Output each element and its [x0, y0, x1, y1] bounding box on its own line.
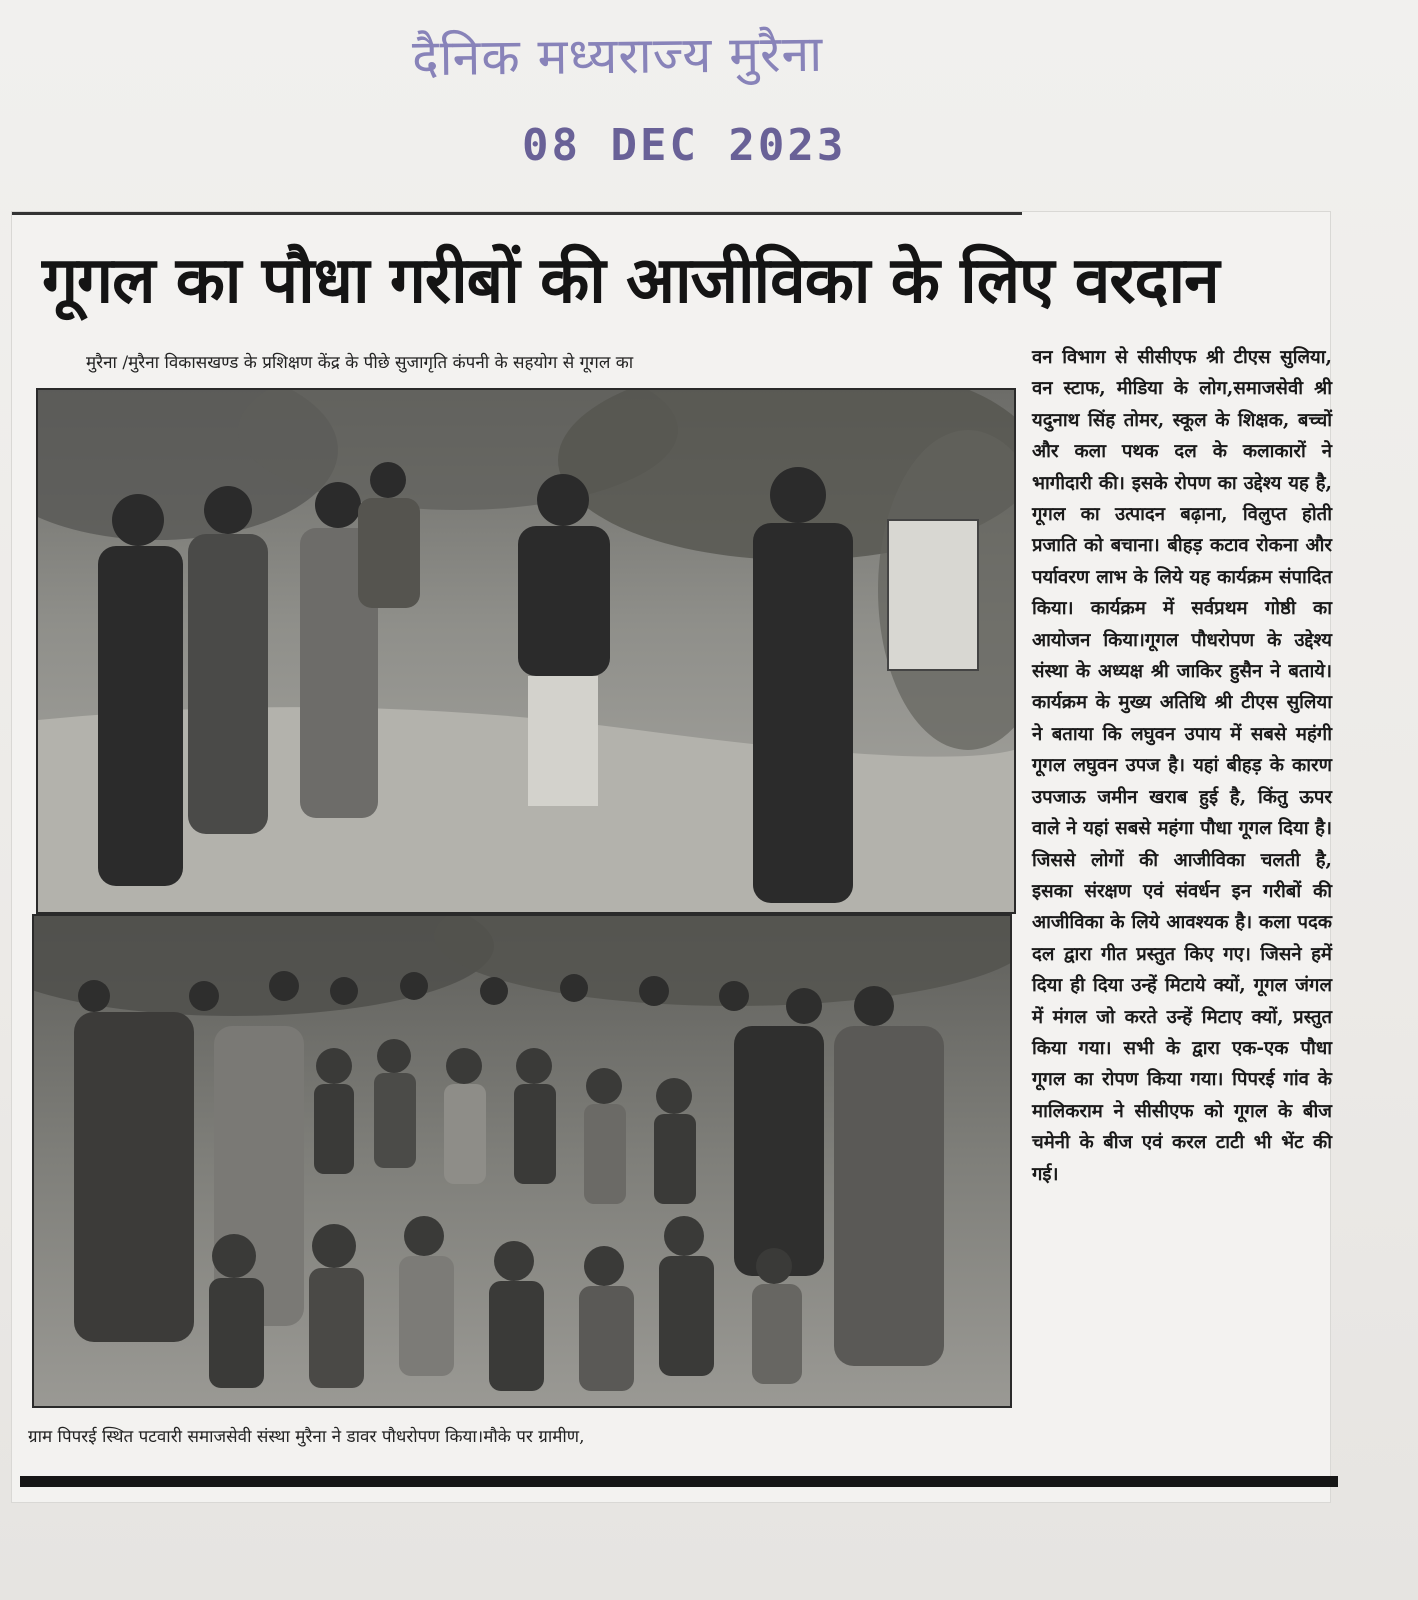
date-stamp: 08 DEC 2023	[522, 120, 847, 171]
bottom-rule-divider	[20, 1476, 1338, 1487]
top-rule-divider	[12, 212, 1022, 215]
article-intro: मुरैना /मुरैना विकासखण्ड के प्रशिक्षण केंद्र के पीछे सुजागृति कंपनी के सहयोग से गूगल का	[86, 353, 634, 373]
newspaper-clipping	[12, 212, 1330, 1502]
article-body-column: वन विभाग से सीसीएफ श्री टीएस सुलिया, वन स्टाफ, मीडिया के लोग,समाजसेवी श्री यदुनाथ सिंह तोमर, स्कूल के शिक्षक, बच्चों और कला पथक दल के कलाकारों ने भागीदारी की। इसके रोपण का उद्देश्य यह है, गूगल का उत्पादन बढ़ाना, विलुप्त होती प्रजाति को बचाना। बीहड़ कटाव रोकना और पर्यावरण लाभ के लिये यह कार्यक्रम संपादित किया। कार्यक्रम में सर्वप्रथम गोष्ठी का आयोजन किया।गूगल पौधरोपण के उद्देश्य संस्था के अध्यक्ष श्री जाकिर हुसैन ने बताये। कार्यक्रम के मुख्य अतिथि श्री टीएस सुलिया ने बताया कि लघुवन उपाय में सबसे महंगी गूगल लघुवन उपज है। यहां बीहड़ के कारण उपजाऊ जमीन खराब हुई है, किंतु ऊपर वाले ने यहां सबसे महंगा पौधा गूगल दिया है। जिससे लोगों की आजीविका चलती है, इसका संरक्षण एवं संवर्धन इन गरीबों की आजीविका के लिये आवश्यक है। कला पदक दल द्वारा गीत प्रस्तुत किए गए। जिसने हमें दिया ही दिया उन्हें मिटाये क्यों, गूगल जंगल में मंगल जो करते उन्हें मिटाए क्यों, प्रस्तुत किया गया। सभी के द्वारा एक-एक पौधा गूगल का रोपण किया गया। पिपरई गांव के मालिकराम ने सीसीएफ को गूगल के बीज चमेनी के बीज एवं करल टाटी भी भेंट की गई।	[1032, 347, 1332, 1185]
newspaper-name-stamp: दैनिक मध्यराज्य मुरैना	[411, 24, 824, 88]
photo-caption: ग्राम पिपरई स्थित पटवारी समाजसेवी संस्था मुरैना ने डावर पौधरोपण किया।मौके पर ग्रामीण,	[28, 1427, 585, 1447]
photo-handshake-image	[38, 390, 1014, 912]
photo-group-image	[34, 916, 1010, 1406]
photo-officials-handshake	[36, 388, 1016, 914]
photo-group-children	[32, 914, 1012, 1408]
article-headline: गूगल का पौधा गरीबों की आजीविका के लिए वरदान	[42, 244, 1219, 318]
